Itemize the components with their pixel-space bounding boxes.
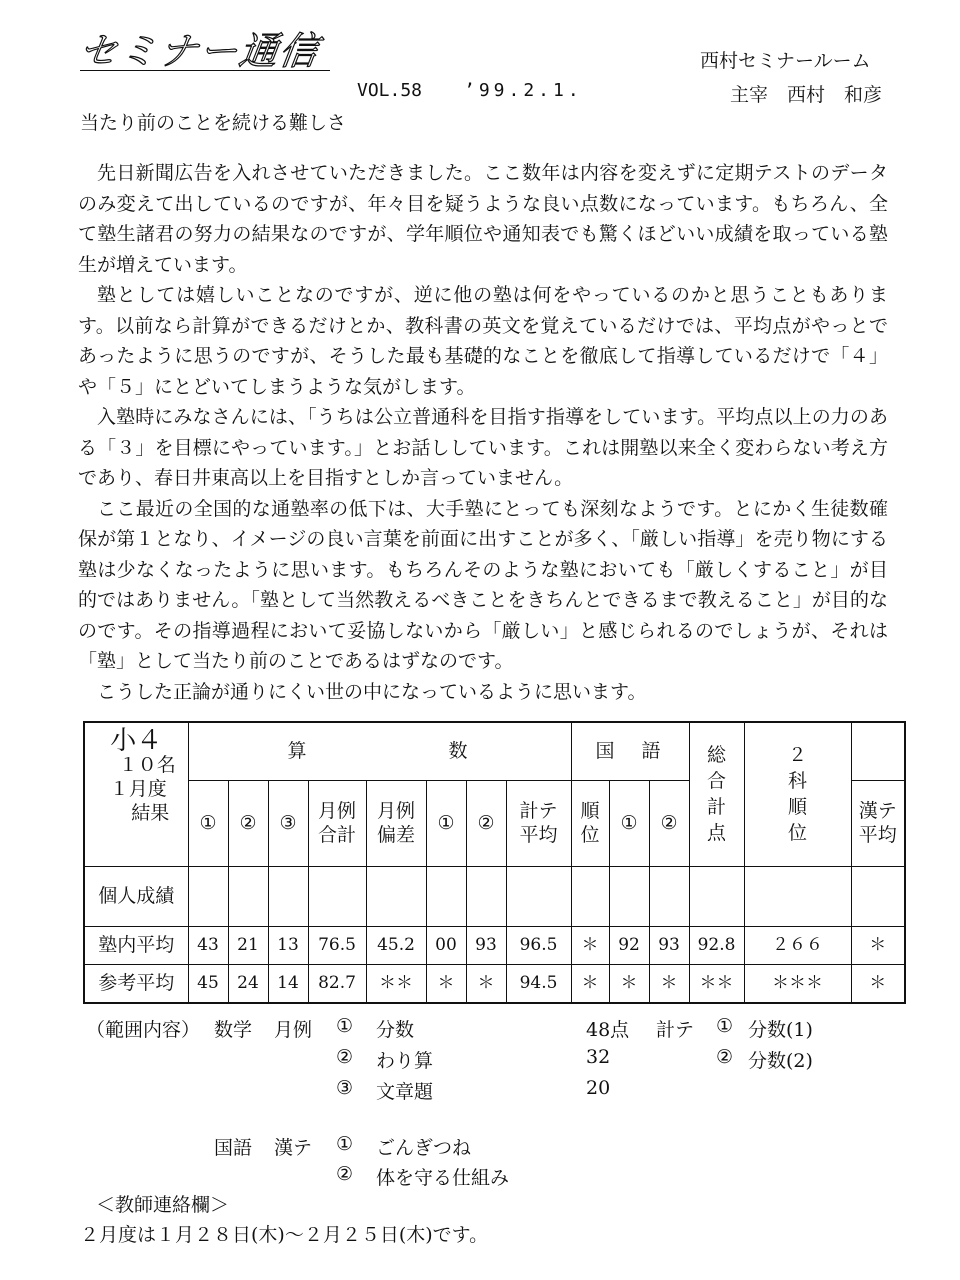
column-header-text: 月例合計	[317, 800, 356, 846]
result-label: 結果	[131, 802, 170, 824]
total-score-label: 総合計点	[707, 744, 727, 845]
math-group-header: 算 数	[188, 722, 571, 780]
paragraph: こうした正論が通りにくい世の中になっているように思います。	[97, 680, 647, 703]
article-title: 当たり前のことを続ける難しさ	[80, 112, 347, 134]
score-cell	[744, 866, 851, 926]
score-cell: 24	[228, 964, 268, 1003]
month-label: １月度	[109, 778, 167, 800]
score-cell: ＊	[571, 926, 609, 964]
item-topic: 分数	[376, 1019, 415, 1041]
score-cell: 76.5	[308, 926, 366, 964]
score-cell: 93	[466, 926, 506, 964]
column-header-text: 計テ平均	[519, 800, 558, 846]
item-number: ①	[716, 1015, 734, 1037]
paragraph: ここ最近の全国的な通塾率の低下は、大手塾にとっても深刻なようです。とにかく生徒数確保が第１となり、イメージの良い言葉を前面に出すことが多く、「厳しい指導」を売り物にする塾は少なくなったように思います。もちろんそのような塾においても「厳しくすること」が目的ではありません。「塾として当然教えるべきことをきちんとできるまで教えること」が目的なのです。その指導過程において妥協しないから「厳しい」と感じられるのでしょうが、それは「塾」として当たり前のことであるはずなのです。	[78, 497, 888, 672]
host-name: 主宰 西村 和彦	[730, 84, 883, 106]
score-cell: ＊＊	[366, 964, 426, 1003]
table-row	[84, 866, 905, 926]
column-header	[308, 780, 366, 866]
row-label: 参考平均	[84, 964, 188, 1003]
score-cell: 00	[426, 926, 466, 964]
item-points: 48点	[586, 1019, 630, 1041]
score-cell	[228, 866, 268, 926]
score-cell: ＊	[466, 964, 506, 1003]
kanji-label: 漢テ	[274, 1137, 313, 1159]
score-cell: ＊	[851, 964, 905, 1003]
score-cell: ＊	[609, 964, 649, 1003]
item-number: ③	[336, 1077, 354, 1099]
score-cell: ２６６	[744, 926, 851, 964]
table-row	[84, 964, 905, 1003]
item-number: ①	[336, 1015, 354, 1037]
japanese-label: 国語	[214, 1137, 253, 1159]
scope-label: （範囲内容）	[86, 1019, 201, 1041]
column-header-text: 月例偏差	[376, 800, 415, 846]
score-cell: 43	[188, 926, 228, 964]
score-cell	[571, 866, 609, 926]
column-header: ②	[466, 780, 506, 866]
score-cell	[366, 866, 426, 926]
issue-date: ’99.2.1.	[464, 80, 583, 101]
table-row	[84, 926, 905, 964]
score-cell	[466, 866, 506, 926]
results-grid	[83, 721, 906, 1004]
column-header: ②	[228, 780, 268, 866]
item-points: 20	[586, 1077, 611, 1099]
japanese-group-header: 国 語	[571, 722, 689, 780]
article-body	[78, 158, 888, 707]
column-header-text: 順位	[580, 800, 600, 846]
grade-label: 小４	[110, 726, 163, 756]
row-label: 塾内平均	[84, 926, 188, 964]
organization-name: 西村セミナールーム	[700, 50, 871, 72]
monthly-label: 月例	[274, 1019, 313, 1041]
score-cell	[188, 866, 228, 926]
score-cell: ＊	[649, 964, 689, 1003]
volume-number: VOL.58	[357, 80, 423, 101]
score-cell: 21	[228, 926, 268, 964]
item-number: ②	[716, 1046, 734, 1068]
score-cell: 14	[268, 964, 308, 1003]
item-topic: 分数(1)	[748, 1019, 813, 1041]
score-cell	[609, 866, 649, 926]
total-score-header	[689, 722, 744, 866]
newsletter-title-block	[76, 20, 350, 75]
column-header: ①	[426, 780, 466, 866]
paragraph: 塾としては嬉しいことなのですが、逆に他の塾は何をやっているのかと思うこともあります。以前なら計算ができるだけとか、教科書の英文を覚えているだけでは、平均点がやっとであったように思うのですが、そうした最も基礎的なことを徹底して指導しているだけで「４」や「５」にとどいてしまうような気がします。	[78, 284, 888, 398]
score-cell: ＊＊	[689, 964, 744, 1003]
score-cell: 45.2	[366, 926, 426, 964]
two-subject-rank-header	[744, 722, 851, 866]
item-topic: 体を守る仕組み	[376, 1167, 510, 1189]
calc-test-label: 計テ	[656, 1019, 695, 1041]
teacher-notes-text: ２月度は１月２８日(木)～２月２５日(木)です。	[80, 1224, 489, 1246]
score-cell: 13	[268, 926, 308, 964]
score-cell: ＊	[851, 926, 905, 964]
column-header-text: 漢テ平均	[858, 800, 897, 846]
score-cell: ＊	[571, 964, 609, 1003]
item-topic: ごんぎつね	[376, 1137, 472, 1159]
column-header	[366, 780, 426, 866]
item-number: ②	[336, 1163, 354, 1185]
class-info-cell	[84, 722, 188, 866]
score-cell	[308, 866, 366, 926]
item-number: ②	[336, 1046, 354, 1068]
score-cell	[689, 866, 744, 926]
column-header: ③	[268, 780, 308, 866]
title-underline	[80, 70, 330, 71]
score-cell: 96.5	[506, 926, 571, 964]
item-points: 32	[586, 1046, 611, 1068]
column-header	[506, 780, 571, 866]
column-header	[851, 780, 905, 866]
math-label: 数学	[214, 1019, 253, 1041]
paragraph: 先日新聞広告を入れさせていただきました。ここ数年は内容を変えずに定期テストのデータのみ変えて出しているのですが、年々目を疑うような良い点数になっています。もちろん、全て塾生諸君の努力の結果なのですが、学年順位や通知表でも驚くほどいい成績を取っている塾生が増えています。	[78, 162, 888, 276]
score-cell: 94.5	[506, 964, 571, 1003]
item-topic: わり算	[376, 1050, 434, 1072]
score-cell: 93	[649, 926, 689, 964]
score-cell	[268, 866, 308, 926]
score-cell: 45	[188, 964, 228, 1003]
score-cell: 92.8	[689, 926, 744, 964]
score-cell	[851, 866, 905, 926]
column-header: ②	[649, 780, 689, 866]
score-cell: ＊＊＊	[744, 964, 851, 1003]
score-cell: 82.7	[308, 964, 366, 1003]
column-header: ①	[609, 780, 649, 866]
column-header: ①	[188, 780, 228, 866]
student-count: １０名	[118, 754, 176, 776]
score-cell	[426, 866, 466, 926]
item-number: ①	[336, 1133, 354, 1155]
item-topic: 分数(2)	[748, 1050, 813, 1072]
column-header	[571, 780, 609, 866]
paragraph: 入塾時にみなさんには、「うちは公立普通科を目指す指導をしています。平均点以上の力のある「３」を目標にやっています。」とお話ししています。これは開塾以来全く変わらない考え方であり、春日井東高以上を目指すとしか言っていません。	[78, 406, 888, 489]
score-cell: ＊	[426, 964, 466, 1003]
score-cell: 92	[609, 926, 649, 964]
two-subject-rank-label: ２科順位	[788, 744, 808, 845]
teacher-notes-heading: ＜教師連絡欄＞	[96, 1194, 230, 1216]
score-cell	[649, 866, 689, 926]
item-topic: 文章題	[376, 1081, 434, 1103]
row-label: 個人成績	[84, 866, 188, 926]
score-cell	[506, 866, 571, 926]
newsletter-title: セミナー通信	[76, 29, 323, 73]
